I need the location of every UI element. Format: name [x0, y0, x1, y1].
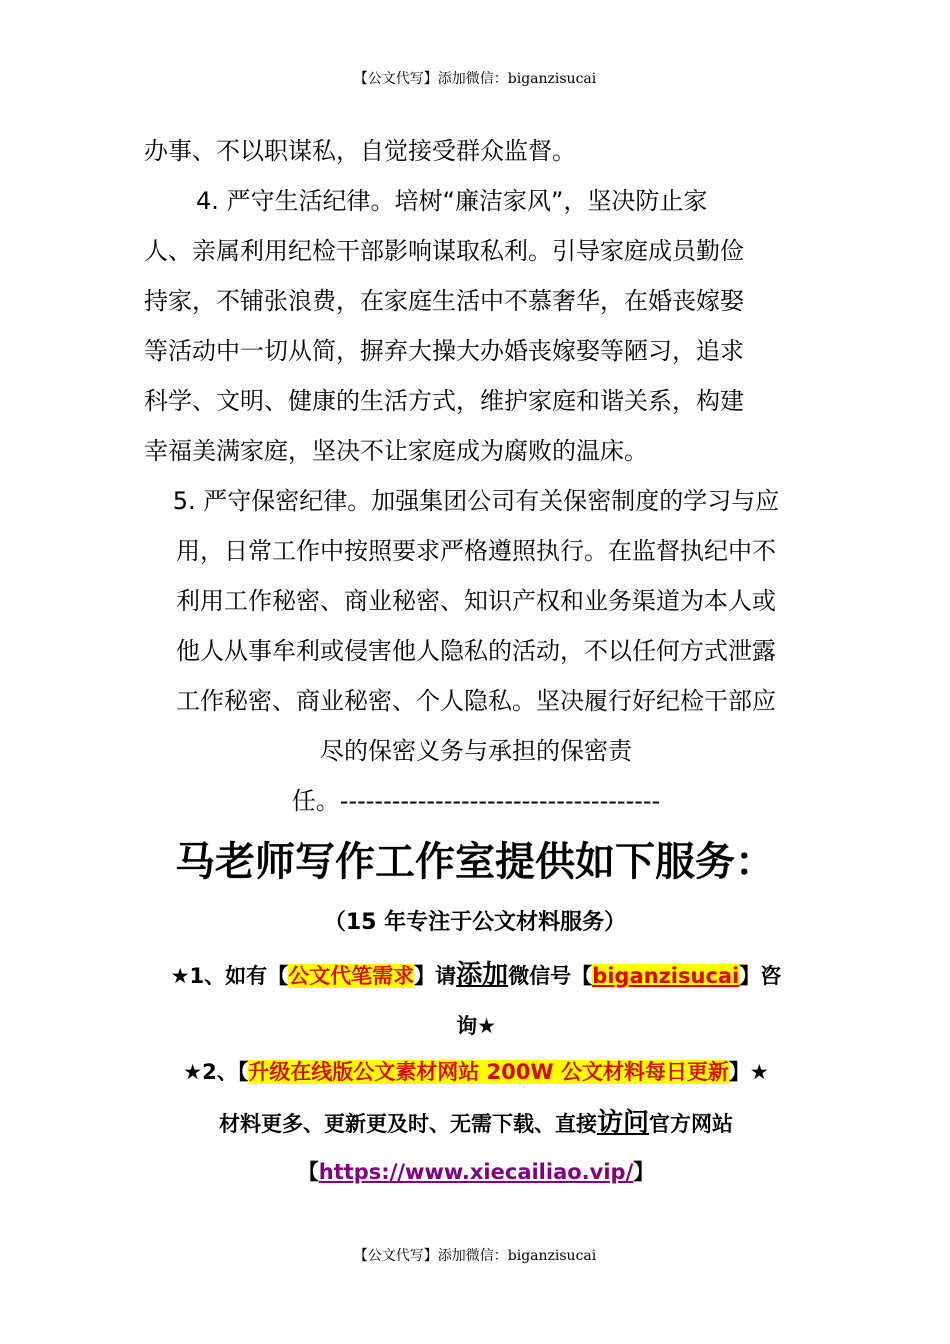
text-line: 科学、文明、健康的生活方式，维护家庭和谐关系，构建 [144, 387, 744, 415]
highlight-text: 公文代笔需求 [288, 964, 415, 988]
text: 】请 [414, 964, 457, 988]
text-line: 等活动中一切从简，摒弃大操大办婚丧嫁娶等陋习，追求 [144, 337, 744, 365]
text: 官方网站 [649, 1112, 733, 1136]
paragraph-secrecy-discipline [144, 476, 808, 826]
service-item-4 [144, 1147, 808, 1197]
text: 】 [633, 1160, 655, 1184]
page-header: 【公文代写】添加微信：biganzisucai [353, 71, 597, 87]
text-line: 4. 严守生活纪律。培树“廉洁家风”，坚决防止家 [196, 187, 708, 215]
text: 材料更多、更新更及时、无需下载、直接 [218, 1112, 597, 1136]
text-line: 他人从事牟利或侵害他人隐私的活动，不以任何方式泄露 [176, 637, 776, 665]
text-line: 利用工作秘密、商业秘密、知识产权和业务渠道为本人或 [176, 587, 776, 615]
text-line: 任。------------------------------------- [291, 787, 661, 815]
text: ★1、如有【 [170, 964, 289, 988]
wechat-id: biganzisucai [592, 964, 740, 988]
text-line: 幸福美满家庭，坚决不让家庭成为腐败的温床。 [144, 437, 648, 465]
text-line: 人、亲属利用纪检干部影响谋取私利。引导家庭成员勤俭 [144, 237, 744, 265]
text: ★2、【 [183, 1060, 249, 1084]
text: 】咨 [739, 964, 782, 988]
service-item-3 [144, 1098, 808, 1149]
highlight-text: 升级在线版公文素材网站 200W 公文材料每日更新 [248, 1060, 729, 1084]
service-item-1-line [144, 950, 808, 1001]
ad-subtitle: （15 年专注于公文材料服务） [323, 910, 627, 935]
text-line: 尽的保密义务与承担的保密责 [320, 737, 632, 765]
text: 【 [297, 1160, 319, 1184]
text: 微信号【 [508, 964, 593, 988]
text: 】★ [728, 1060, 769, 1084]
service-item-2 [144, 1047, 808, 1097]
website-link[interactable]: https://www.xiecailiao.vip/ [318, 1160, 634, 1184]
text-line: 用，日常工作中按照要求严格遵照执行。在监督执纪中不 [176, 537, 776, 565]
page-footer: 【公文代写】添加微信：biganzisucai [353, 1248, 597, 1264]
text-line: 5. 严守保密纪律。加强集团公司有关保密制度的学习与应 [172, 487, 780, 515]
emphasis-text: 访问 [596, 1108, 649, 1138]
paragraph-life-discipline [144, 126, 808, 476]
service-item-1 [144, 950, 808, 1051]
text-line: 办事、不以职谋私，自觉接受群众监督。 [144, 137, 576, 165]
emphasis-text: 添加 [456, 960, 509, 990]
ad-title: 马老师写作工作室提供如下服务： [175, 839, 775, 885]
service-item-1-line2: 询★ [456, 1014, 496, 1038]
text-line: 持家，不铺张浪费，在家庭生活中不慕奢华，在婚丧嫁娶 [144, 287, 744, 315]
text-line: 工作秘密、商业秘密、个人隐私。坚决履行好纪检干部应 [176, 687, 776, 715]
